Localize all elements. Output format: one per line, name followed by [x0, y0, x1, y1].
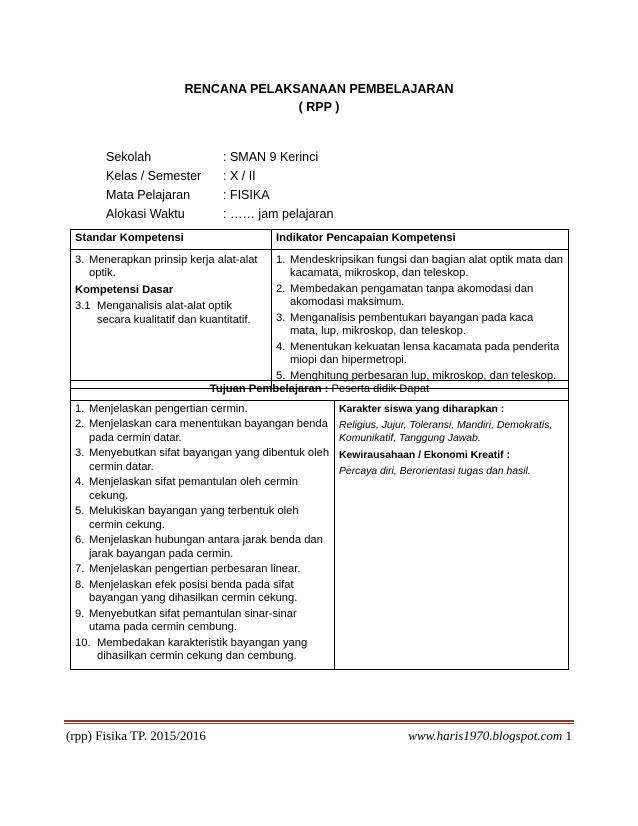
item-text: Menjelaskan hubungan antara jarak benda dan jarak bayangan pada cermin.: [89, 534, 323, 560]
item-text: Menjelaskan cara menentukan bayangan benda pada cermin datar.: [89, 418, 328, 444]
item-text: Menyebutkan sifat bayangan yang dibentuk oleh cermin datar.: [89, 447, 330, 473]
item-number: 1.: [75, 402, 85, 415]
item-number: 5.: [276, 369, 286, 382]
page-number: 1: [565, 728, 572, 743]
list-item: [75, 534, 330, 561]
item-number: 10.: [75, 636, 91, 649]
item-number: 5.: [75, 505, 85, 517]
info-key: Mata Pelajaran: [106, 188, 191, 202]
sk-list: [75, 254, 267, 281]
info-row-mapel: [106, 186, 333, 205]
list-item: [75, 300, 267, 327]
item-number: 7.: [75, 563, 85, 575]
footer-left: (rpp) Fisika TP. 2015/2016: [66, 728, 206, 743]
item-number: 9.: [75, 607, 85, 620]
indicator-header: Indikator Pencapaian Kompetensi: [272, 230, 569, 250]
objectives-header: [71, 381, 569, 401]
item-text: Menjelaskan efek posisi benda pada sifat bayangan yang dihasilkan cermin cekung.: [89, 578, 298, 604]
info-value: : …… jam pelajaran: [223, 207, 334, 221]
list-item: [75, 476, 330, 503]
footer-right: [408, 728, 572, 744]
footer-rule-thin: [64, 723, 574, 724]
item-text: Menentukan kekuatan lensa kacamata pada penderita miopi dan hipermetropi.: [290, 340, 560, 366]
item-text: Mendeskripsikan fungsi dan bagian alat optik mata dan kacamata, mikroskop, dan teleskop.: [290, 253, 564, 279]
info-key: Sekolah: [106, 150, 152, 164]
indicator-cell: [272, 249, 569, 389]
info-row-alokasi: [106, 205, 333, 224]
objectives-header-rest: Peserta didik Dapat: [328, 383, 430, 395]
item-text: Menghitung perbesaran lup, mikroskop, dan teleskop.: [290, 369, 557, 382]
list-item: [75, 563, 330, 577]
item-number: 8.: [75, 578, 85, 591]
item-text: Menjelaskan pengertian cermin.: [89, 402, 248, 415]
item-number: 4.: [276, 340, 286, 353]
item-number: 3.: [276, 311, 286, 324]
item-text: Menyebutkan sifat pemantulan sinar-sinar utama pada cermin cembung.: [89, 607, 297, 633]
karakter-header: Karakter siswa yang diharapkan :: [339, 403, 505, 415]
info-key: Kelas / Semester: [106, 169, 202, 183]
document-title: RENCANA PELAKSANAAN PEMBELAJARAN: [184, 82, 454, 96]
list-item: [75, 418, 330, 445]
objectives-header-bold: Tujuan Pembelajaran :: [209, 383, 329, 395]
info-value: : FISIKA: [223, 188, 270, 202]
sk-header: Standar Kompetensi: [71, 230, 272, 250]
goals-list: [75, 403, 330, 664]
competency-table: [70, 229, 569, 389]
info-value: : SMAN 9 Kerinci: [223, 150, 319, 164]
list-item: [75, 403, 330, 417]
info-value: : X / II: [223, 169, 256, 183]
item-text: Menganalisis alat-alat optik secara kualitatif dan kuantitatif.: [97, 300, 251, 326]
item-number: 6.: [75, 534, 85, 546]
objectives-table: [70, 380, 569, 670]
info-row-kelas: [106, 167, 333, 186]
list-item: [75, 637, 330, 664]
list-item: [276, 341, 564, 368]
footer-url: www.haris1970.blogspot.com: [408, 728, 563, 743]
kd-header: Kompetensi Dasar: [75, 283, 174, 296]
item-number: 2.: [75, 418, 85, 430]
info-table: [106, 148, 333, 224]
footer-rule: [64, 720, 574, 722]
info-row-sekolah: [106, 148, 333, 167]
item-number: 2.: [276, 282, 286, 295]
list-item: [75, 579, 330, 606]
item-text: Membedakan karakteristik bayangan yang dihasilkan cermin cekung dan cembung.: [97, 636, 308, 662]
kewirausahaan-text: Percaya diri, Berorientasi tugas dan hasil.: [339, 465, 531, 477]
item-number: 3.1: [75, 300, 91, 312]
list-item: [75, 447, 330, 474]
item-text: Menjelaskan pengertian perbesaran linear.: [89, 563, 301, 575]
character-cell: [335, 400, 569, 669]
item-number: 4.: [75, 476, 85, 488]
document-subtitle: ( RPP ): [298, 100, 340, 114]
item-text: Menerapkan prinsip kerja alat-alat optik.: [89, 253, 258, 279]
item-text: Menganalisis pembentukan bayangan pada kaca mata, lup, mikroskop, dan teleskop.: [290, 311, 534, 337]
goals-cell: [71, 400, 335, 669]
info-key: Alokasi Waktu: [106, 207, 185, 221]
list-item: [75, 254, 267, 281]
item-number: 3.: [75, 447, 85, 459]
item-text: Melukiskan bayangan yang terbentuk oleh cermin cekung.: [89, 505, 299, 531]
item-text: Membedakan pengamatan tanpa akomodasi dan akomodasi maksimum.: [290, 282, 534, 308]
list-item: [75, 505, 330, 532]
item-text: Menjelaskan sifat pemantulan oleh cermin cekung.: [89, 476, 298, 502]
kewirausahaan-header: Kewirausahaan / Ekonomi Kreatif :: [339, 449, 510, 461]
kd-list: [75, 300, 267, 327]
list-item: [75, 608, 330, 635]
karakter-text: Religius, Jujur, Toleransi, Mandiri, Demokratis, Komunikatif, Tanggung Jawab.: [339, 419, 553, 444]
item-number: 3.: [75, 253, 85, 266]
list-item: [276, 312, 564, 339]
indicator-list: [276, 254, 564, 384]
list-item: [276, 254, 564, 281]
list-item: [276, 283, 564, 310]
item-number: 1.: [276, 253, 286, 266]
sk-kd-cell: [71, 249, 272, 389]
